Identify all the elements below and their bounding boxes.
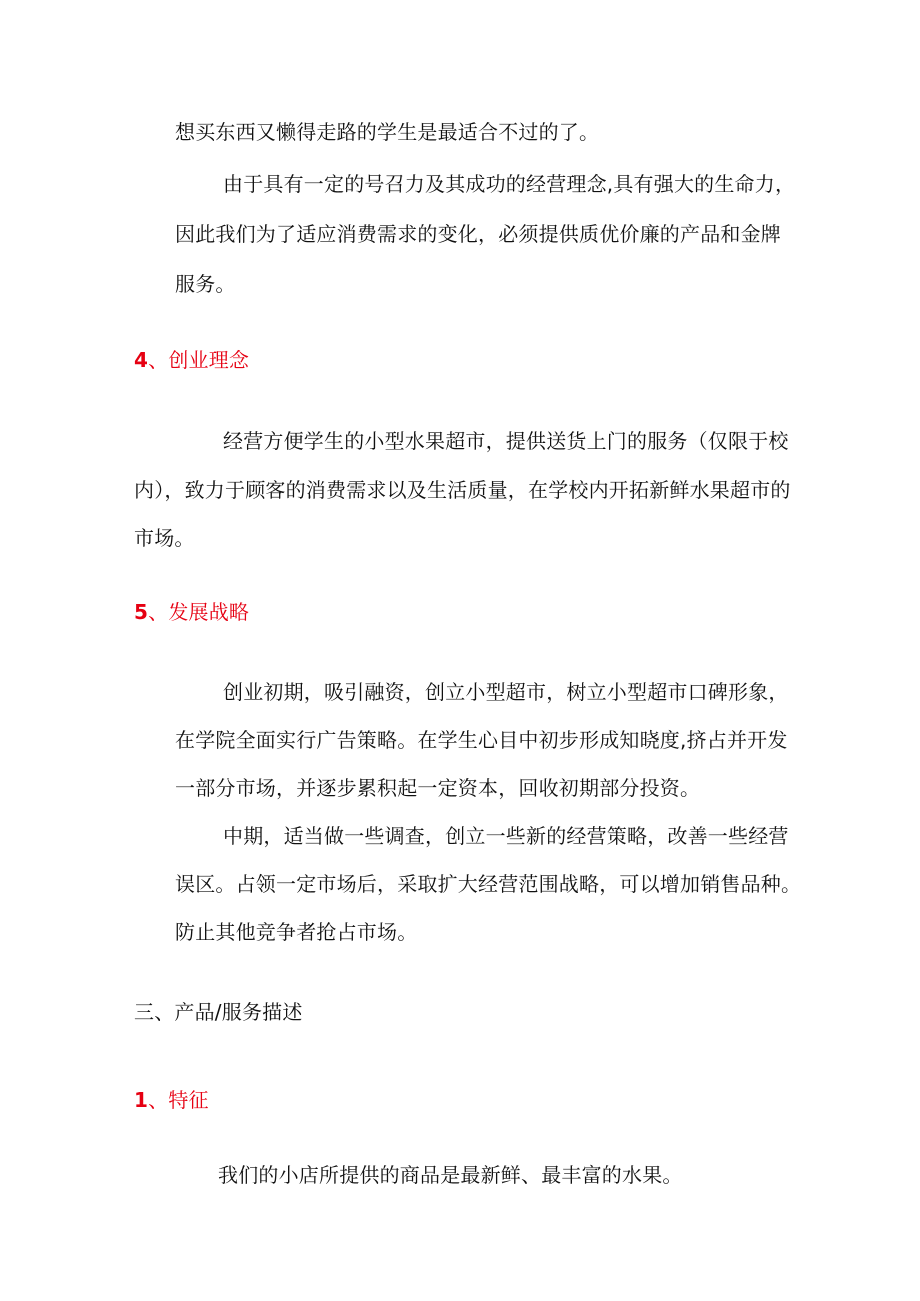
section-1-number: 1 (134, 1088, 149, 1112)
section-5-title: 发展战略 (168, 600, 250, 624)
chapter-3-heading: 三、产品/服务描述 (134, 1000, 303, 1024)
section-4-separator: 、 (148, 348, 169, 372)
section-1-title: 特征 (168, 1088, 209, 1112)
section-1-heading (134, 1086, 209, 1114)
section-4-line-3: 市场。 (134, 526, 195, 550)
section-4-title: 创业理念 (168, 348, 250, 372)
intro-line-1: 想买东西又懒得走路的学生是最适合不过的了。 (175, 120, 600, 144)
section-5-para1-line-2: 在学院全面实行广告策略。在学生心目中初步形成知晓度,挤占并开发 (175, 728, 788, 752)
section-5-para1-line-1: 创业初期，吸引融资，创立小型超市，树立小型超市口碑形象， (223, 680, 789, 704)
section-5-para1-line-3: 一部分市场，并逐步累积起一定资本，回收初期部分投资。 (175, 776, 701, 800)
section-5-heading (134, 598, 249, 626)
section-4-line-1: 经营方便学生的小型水果超市，提供送货上门的服务（仅限于校 (223, 429, 789, 453)
section-4-line-2: 内），致力于顾客的消费需求以及生活质量，在学校内开拓新鲜水果超市的 (134, 478, 791, 502)
section-4-number: 4 (134, 348, 149, 372)
section-5-number: 5 (134, 600, 149, 624)
section-5-para2-line-2: 误区。占领一定市场后，采取扩大经营范围战略，可以增加销售品种。 (175, 872, 802, 896)
intro-para2-line-2: 因此我们为了适应消费需求的变化，必须提供质优价廉的产品和金牌 (175, 222, 781, 246)
section-5-para2-line-1: 中期，适当做一些调查，创立一些新的经营策略，改善一些经营 (223, 824, 789, 848)
section-1-separator: 、 (148, 1088, 169, 1112)
intro-para2-line-1: 由于具有一定的号召力及其成功的经营理念,具有强大的生命力， (223, 172, 796, 196)
intro-para2-line-3: 服务。 (175, 272, 236, 296)
section-5-para2-line-3: 防止其他竞争者抢占市场。 (175, 920, 418, 944)
section-4-heading (134, 346, 249, 374)
section-1-line-1: 我们的小店所提供的商品是最新鲜、最丰富的水果。 (218, 1163, 683, 1187)
section-5-separator: 、 (148, 600, 169, 624)
